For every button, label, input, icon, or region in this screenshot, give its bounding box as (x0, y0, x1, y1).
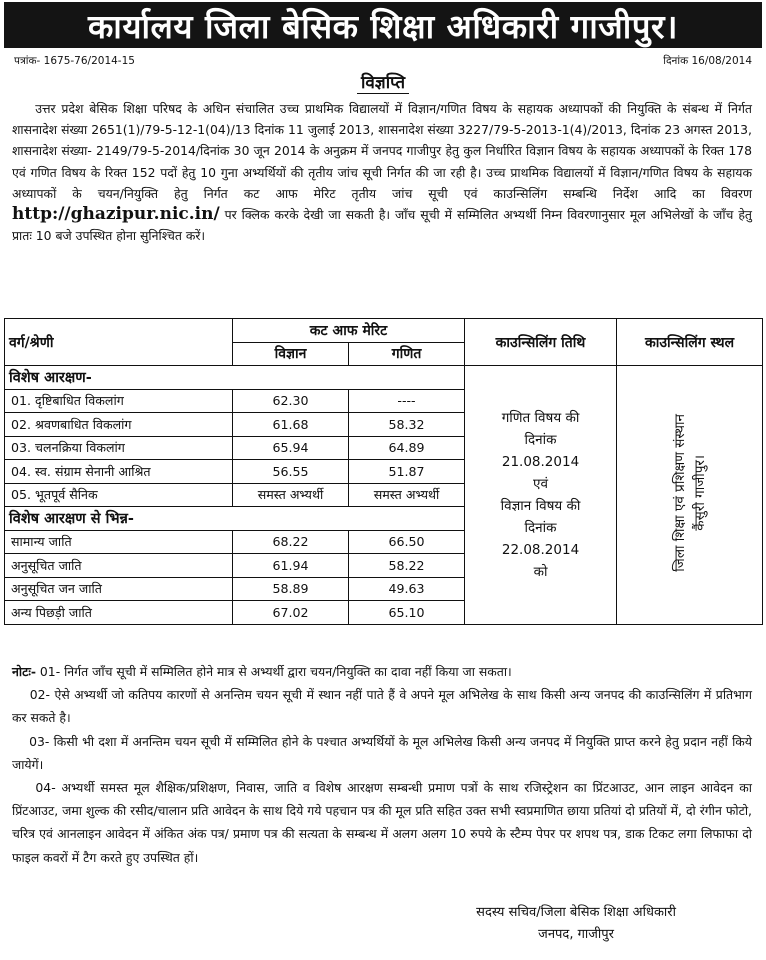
office-title: कार्यालय जिला बेसिक शिक्षा अधिकारी गाजीपुर। (87, 6, 679, 46)
science-cutoff: 61.68 (233, 413, 349, 437)
row-label: अन्य पिछड़ी जाति (5, 601, 233, 625)
counselling-science-date: 22.08.2014 (501, 541, 580, 558)
science-cutoff: 68.22 (233, 530, 349, 554)
row-label: 02. श्रवणबाधित विकलांग (5, 413, 233, 437)
signatory-designation: सदस्य सचिव/जिला बेसिक शिक्षा अधिकारी (476, 905, 676, 920)
notes-section (12, 660, 752, 869)
counselling-math-date-label: दिनांक (524, 431, 557, 448)
note-03-text: 03- किसी भी दशा में अनन्तिम चयन सूची में सम्मिलित होने के पश्चात अभ्यर्थियों के मूल अभिलेख किसी अन्य जनपद में नियुक्ति प्राप्त करने हेतु प्रदान नहीं किये जायेगें। (12, 733, 752, 772)
math-cutoff: 58.32 (349, 413, 465, 437)
math-cutoff: 51.87 (349, 460, 465, 484)
row-label: 03. चलनक्रिया विकलांग (5, 436, 233, 460)
reference-line (14, 54, 752, 68)
row-label: 01. दृष्टिबाधित विकलांग (5, 389, 233, 413)
note-04 (12, 776, 752, 869)
section-special-reservation: विशेष आरक्षण- (5, 366, 465, 390)
intro-paragraph (12, 98, 752, 246)
venue-line1: जिला शिक्षा एवं प्रशिक्षण संस्थान (671, 414, 688, 573)
counselling-science-label: विज्ञान विषय की (500, 497, 581, 514)
science-cutoff: 56.55 (233, 460, 349, 484)
note-01 (12, 660, 752, 683)
science-cutoff: 65.94 (233, 436, 349, 460)
header-cutoff: कट आफ मेरिट (233, 319, 465, 343)
office-header (4, 2, 762, 48)
math-cutoff: 58.22 (349, 554, 465, 578)
counselling-venue-cell (617, 366, 763, 625)
row-label: अनुसूचित जाति (5, 554, 233, 578)
math-cutoff: 64.89 (349, 436, 465, 460)
note-01-text: 01- निर्गत जाँच सूची में सम्मिलित होने मात्र से अभ्यर्थी द्वारा चयन/नियुक्ति का दावा नहीं किया जा सकता। (35, 664, 512, 679)
counselling-venue (670, 414, 710, 572)
science-cutoff: 67.02 (233, 601, 349, 625)
counselling-math-label: गणित विषय की (501, 409, 580, 426)
note-02-text: 02- ऐसे अभ्यर्थी जो कतिपय कारणों से अनन्तिम चयन सूची में स्थान नहीं पाते हैं वे अपने मूल अभिलेख के साथ किसी अन्य जनपद की काउन्सिलिंग में प्रतिभाग कर सकते है। (12, 687, 752, 726)
science-cutoff: समस्त अभ्यर्थी (233, 483, 349, 507)
counselling-date-cell (465, 366, 617, 625)
science-cutoff: 58.89 (233, 577, 349, 601)
letter-number: पत्रांक- 1675-76/2014-15 (14, 55, 135, 67)
note-03 (12, 730, 752, 776)
header-category: वर्ग/श्रेणी (5, 319, 233, 366)
header-counselling-venue: काउन्सिलिंग स्थल (617, 319, 763, 366)
counselling-end: को (533, 563, 548, 580)
math-cutoff: 49.63 (349, 577, 465, 601)
letter-date: दिनांक 16/08/2014 (663, 55, 752, 67)
math-cutoff: समस्त अभ्यर्थी (349, 483, 465, 507)
notice-title: विज्ञप्ति (357, 73, 409, 94)
math-cutoff: 66.50 (349, 530, 465, 554)
science-cutoff: 62.30 (233, 389, 349, 413)
row-label: सामान्य जाति (5, 530, 233, 554)
header-counselling-date: काउन्सिलिंग तिथि (465, 319, 617, 366)
note-label: नोटः- (12, 664, 36, 679)
signatory-district: जनपद, गाजीपुर (538, 927, 614, 942)
website-link[interactable]: http://ghazipur.nic.in/ (12, 204, 220, 225)
intro-text-after: पर क्लिक करके देखी जा सकती है। जाँच सूची में सम्मिलित अभ्यर्थी निम्न विवरणानुसार मूल अभिलेखों के जाँच हेतु प्रातः 10 बजे उपस्थित होना सुनिश्चित करें। (12, 207, 752, 244)
row-label: अनुसूचित जन जाति (5, 577, 233, 601)
row-label: 04. स्व. संग्राम सेनानी आश्रित (5, 460, 233, 484)
science-cutoff: 61.94 (233, 554, 349, 578)
notice-heading (0, 70, 766, 93)
header-science: विज्ञान (233, 342, 349, 366)
counselling-and: एवं (533, 475, 548, 492)
signature-block (476, 902, 676, 946)
math-cutoff: ---- (349, 389, 465, 413)
note-02 (12, 683, 752, 729)
cutoff-table (4, 318, 763, 625)
venue-line2: कैंसुरी गाजीपुर। (691, 455, 708, 532)
math-cutoff: 65.10 (349, 601, 465, 625)
row-label: 05. भूतपूर्व सैनिक (5, 483, 233, 507)
counselling-math-date: 21.08.2014 (501, 453, 580, 470)
note-04-text: 04- अभ्यर्थी समस्त मूल शैक्षिक/प्रशिक्षण, निवास, जाति व विशेष आरक्षण सम्बन्धी प्रमाण पत्रों के साथ रजिस्ट्रेशन का प्रिंटआउट, आन लाइन आवेदन का प्रिंटआउट, जमा शुल्क की रसीद/चालान प्रति आवेदन के साथ दिये गये पहचान पत्र की मूल प्रति सहित उक्त सभी स्वप्रमाणित छाया प्रतियां दो प्रतियों में, दो रंगीन फोटो, चरित्र एवं आनलाइन आवेदन में अंकित अंक पत्र/ प्रमाण पत्र की सत्यता के सम्बन्ध में अलग अलग 10 रुपये के स्टैम्प पेपर पर शपथ पत्र, डाक टिकट लगा लिफाफा दो फाइल कवरों में टैग करते हुए उपस्थित हों। (12, 780, 752, 865)
counselling-science-date-label: दिनांक (524, 519, 557, 536)
intro-text: उत्तर प्रदेश बेसिक शिक्षा परिषद के अधिन संचालित उच्च प्राथमिक विद्यालयों में विज्ञान/गणित विषय के सहायक अध्यापकों की नियुक्ति के संबन्ध में निर्गत शासनादेश संख्या 2651(1)/79-5-12-1(04)/13 दिनांक 11 जुलाई 2013, शासनादेश संख्या 3227/79-5-2013-1(4)/2013, दिनांक 23 अगस्त 2013, शासनादेश संख्या- 2149/79-5-2014/दिनांक 30 जून 2014 के अनुक्रम में जनपद गाजीपुर हेतु कुल निर्धारित विज्ञान विषय के सहायक अध्यापकों के रिक्त 178 एवं गणित विषय के रिक्त 152 पदों हेतु 10 गुना अभ्यर्थियों की तृतीय जांच सूची निर्गत की जा रही है। उच्च प्राथमिक विद्यालयों में विज्ञान/गणित विषय के सहायक अध्यापकों के चयन/नियुक्ति हेतु निर्गत कट आफ मेरिट तृतीय जांच सूची एवं काउन्सिलिंग सम्बन्धि निर्देश आदि का विवरण (12, 101, 752, 201)
section-other-than-special: विशेष आरक्षण से भिन्न- (5, 507, 465, 531)
header-math: गणित (349, 342, 465, 366)
